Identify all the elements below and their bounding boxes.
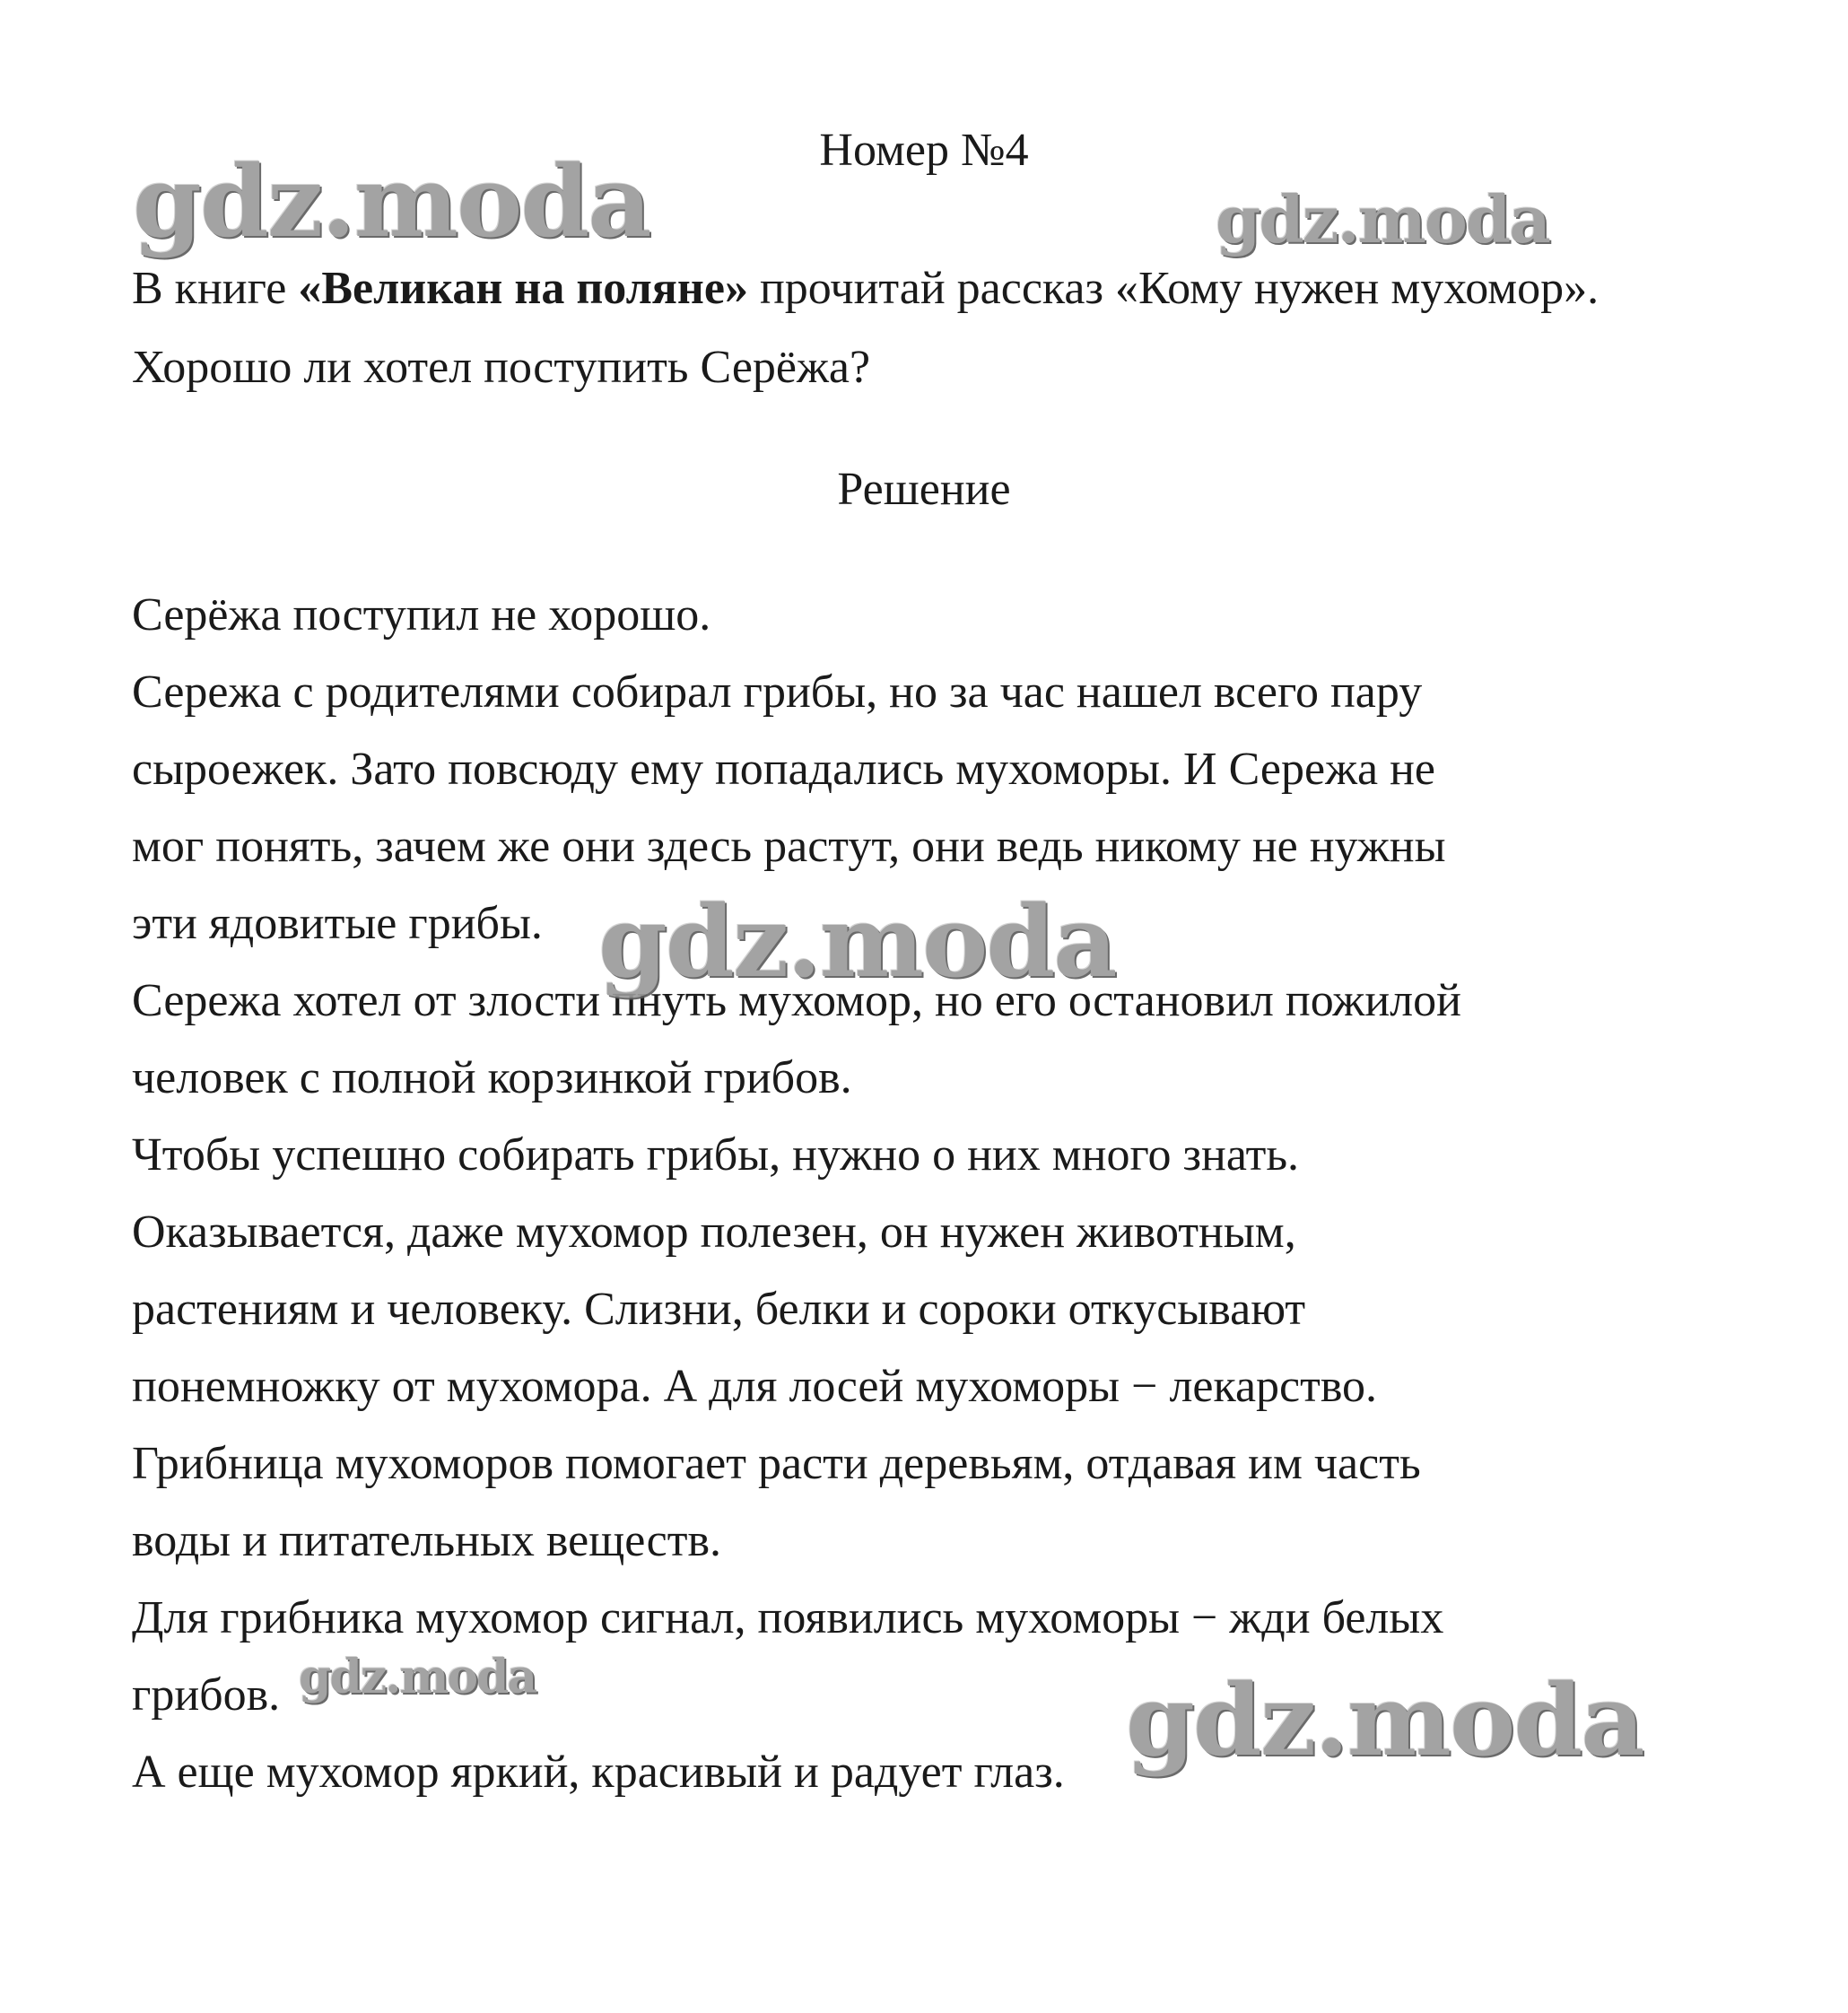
text-line: Для грибника мухомор сигнал, появились мухоморы − жди белых bbox=[132, 1592, 1444, 1643]
text-line: Сережа хотел от злости пнуть мухомор, но его остановил пожилой bbox=[132, 975, 1461, 1026]
task-prefix: В книге bbox=[132, 263, 299, 314]
watermark: gdz.moda bbox=[598, 884, 1116, 999]
watermark: gdz.moda bbox=[133, 144, 650, 259]
text-line: Сережа с родителями собирал грибы, но за час нашел всего пару bbox=[132, 667, 1423, 718]
text-line: Грибница мухоморов помогает расти деревьям, отдавая им часть bbox=[132, 1438, 1421, 1489]
task-suffix: прочитай рассказ «Кому нужен мухомор». Хорошо ли хотел поступить Серёжа? bbox=[132, 263, 1600, 393]
text-line: эти ядовитые грибы. bbox=[132, 898, 543, 949]
text-line: растениям и человеку. Слизни, белки и сороки откусывают bbox=[132, 1284, 1306, 1335]
text-line: понемножку от мухомора. А для лосей мухоморы − лекарство. bbox=[132, 1361, 1378, 1412]
text-line: грибов. bbox=[132, 1669, 281, 1721]
task-text bbox=[132, 249, 1747, 407]
text-line: А еще мухомор яркий, красивый и радует глаз. bbox=[132, 1747, 1065, 1798]
watermark: gdz.moda bbox=[1216, 181, 1549, 257]
text-line: Серёжа поступил не хорошо. bbox=[132, 589, 711, 640]
watermark: gdz.moda bbox=[299, 1650, 536, 1704]
text-line: воды и питательных веществ. bbox=[132, 1515, 722, 1566]
page-title: Номер №4 bbox=[819, 125, 1029, 176]
text-line: человек с полной корзинкой грибов. bbox=[132, 1052, 852, 1103]
book-title: «Великан на поляне» bbox=[298, 263, 748, 314]
watermark: gdz.moda bbox=[1126, 1662, 1643, 1778]
solution-heading: Решение bbox=[837, 464, 1011, 515]
text-line: Чтобы успешно собирать грибы, нужно о них много знать. bbox=[132, 1129, 1300, 1181]
text-line: Оказывается, даже мухомор полезен, он нужен животным, bbox=[132, 1207, 1296, 1258]
text-line: мог понять, зачем же они здесь растут, они ведь никому не нужны bbox=[132, 821, 1446, 872]
text-line: сыроежек. Зато повсюду ему попадались мухоморы. И Сережа не bbox=[132, 744, 1435, 795]
